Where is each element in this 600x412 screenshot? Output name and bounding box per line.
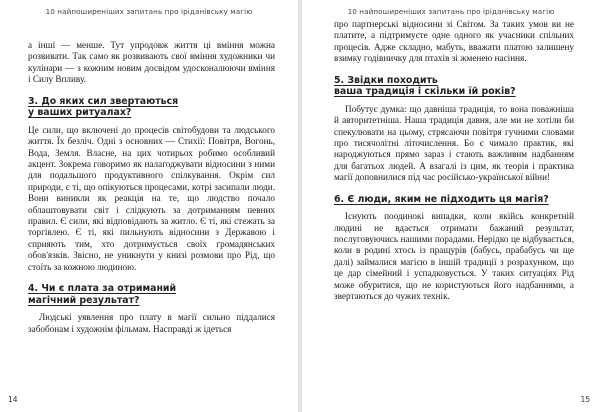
heading-line: 6. Є люди, яким не підходить ця магія? [334,193,549,205]
paragraph: Це сили, що включені до процесів світобудови та людського життя. Їх безліч. Одні з основних — Стихії: Повітря, Вогонь, Вода, Земля. Власне, на цих чотирьох робимо особливий акцент. Зокрема говоримо як налагоджувати відносини з ними для подальшого продуктивного спілкування. Окрім сил природи, є ті, що опікуються процесами, котрі засипали люди. Вони виникли як реакція на те, що людство почало облаштовувати світ і слідкують за дотриманням певних правил. Є сили, які відповідають за житло. Є ті, які стежать за торгівлею. Є ті, які пильнують відносини з Державою і сприяють тим, хто дотримується своїх громадянських обов'язків. Звісно, не уникнути у книзі розмови про Рід, що стоїть за кожною людиною. [28,124,275,272]
right-page [302,0,600,412]
running-head-left: 10 найпоширеніших запитань про іріданівську магію [45,7,253,16]
left-page-text [28,40,275,335]
heading-line: магічний результат? [28,294,140,306]
heading-line: 4. Чи є плата за отриманий [28,283,177,295]
section-heading-6 [334,194,574,206]
paragraph: Побутує думка: що давніша традиція, то вона поважніша й авторитетніша. Наша традиція давня, але ми не хотіли би спекулювати на цьому, стрясаючи повітря гучними словами про тисячолітні літочислення. Бо є чимало практик, які народжуються прямо зараз і стають важливим надбанням для багатьох людей. А взагалі із цим, як теорія і практика магії доповнилися під час російсько-української війни! [334,103,574,183]
page-number-left: 14 [8,395,18,404]
section-heading-5 [334,75,574,98]
left-page [0,0,298,412]
heading-line: ваша традиція і скільки їй років? [334,86,516,98]
paragraph: Існують поодинокі випадки, коли якійсь конкретній людині не вдається отримати бажаний результат, послуговуючись нашими порадами. Нерідко це відбувається, коли в родині хтось із пращурів (бабусь, прабабусь чи ще далі) займалися магією в іншій традиції з розрахунком, що це дар сімейний і успадковується. У таких ситуаціях Рід може обуритися, що не користуються його надбаннями, а звертаються до чужих технік. [334,211,574,302]
heading-line: 3. До яких сил звертаються [28,95,179,107]
paragraph: Людські уявлення про плату в магії сильно піддалися забобонам і художнім фільмам. Насправді ж ідеться [28,312,275,334]
paragraph: а інші — менше. Тут упродовж життя ці вміння можна розвивати. Так само як розвивають свої вміння художники чи кулінари — з кожним новим досвідом удосконалюючи вміння і Силу Впливу. [28,40,275,85]
running-head-right: 10 найпоширеніших запитань про іріданівську магію [347,7,555,16]
section-heading-4 [28,283,275,306]
page-number-right: 15 [580,395,590,404]
heading-line: у ваших ритуалах? [28,107,132,119]
right-page-text [334,19,574,303]
heading-line: 5. Звідки походить [334,74,438,86]
section-heading-3 [28,96,275,119]
paragraph: про партнерські відносини зі Світом. За таких умов ви не платите, а підтримуєте одне одного як учасники спільних процесів. Адже складно, мабуть, вважати платою залишену взимку годівничку для птахів зі жменею насіння. [334,19,574,64]
